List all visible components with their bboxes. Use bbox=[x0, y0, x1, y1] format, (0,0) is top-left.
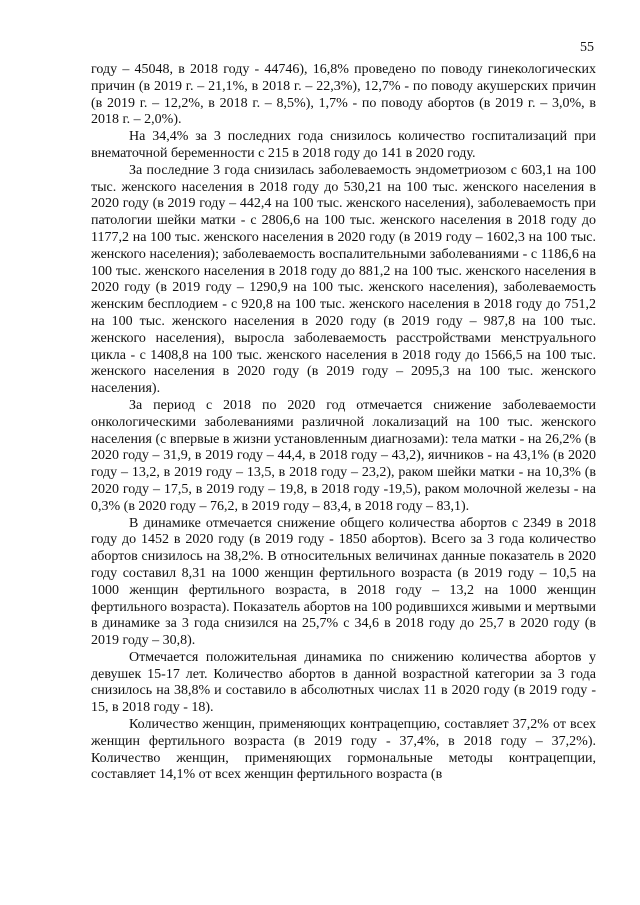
document-body bbox=[91, 62, 596, 784]
paragraph-teen-abortions: Отмечается положительная динамика по снижению количества абортов у девушек 15-17 лет. Количество абортов в данной возрастной категории за 3 года снизилось на 38,8% и составило в абсолютных числах 11 в 2020 году (в 2019 году - 15, в 2018 году - 18). bbox=[91, 649, 596, 716]
paragraph-contraception: Количество женщин, применяющих контрацепцию, составляет 37,2% от всех женщин фертильного возраста (в 2019 году - 37,4%, в 2018 году – 37,2%). Количество женщин, применяющих гормональные методы контрацепции, составляет 14,1% от всех женщин фертильного возраста (в bbox=[91, 717, 596, 783]
paragraph-oncology-morbidity: За период с 2018 по 2020 год отмечается снижение заболеваемости онкологическими заболеваниями различной локализаций на 100 тыс. женского населения (с впервые в жизни установленным диагнозами): тела матки - на 26,2% (в 2020 году – 31,9, в 2019 году – 44,4, в 2018 году – 43,2), яичников - на 43,1% (в 2020 году – 13,2, в 2019 году – 13,5, в 2018 году – 23,2), раком шейки матки - на 10,3% (в 2020 году – 17,5, в 2019 году – 19,8, в 2018 году -19,5), раком молочной железы - на 0,3% (в 2020 году – 76,2, в 2019 году – 83,4, в 2018 году – 83,1). bbox=[91, 397, 596, 514]
paragraph-abortion-dynamics: В динамике отмечается снижение общего количества абортов с 2349 в 2018 году до 1452 в 2020 году (в 2019 году - 1850 абортов). Всего за 3 года количество абортов снизилось на 38,2%. В относительных величинах данные показатель в 2020 году составил 8,31 на 1000 женщин фертильного возраста (в 2019 году – 10,5 на 1000 женщин фертильного возраста, в 2018 году – 13,2 на 1000 женщин фертильного возраста). Показатель абортов на 100 родившихся живыми и мертвыми в динамике за 3 года снизился на 25,7% с 34,6 в 2018 году до 25,7 в 2020 году (в 2019 году – 30,8). bbox=[91, 515, 596, 649]
paragraph-ectopic-pregnancy: На 34,4% за 3 последних года снизилось количество госпитализаций при внематочной беременности с 215 в 2018 году до 141 в 2020 году. bbox=[91, 129, 596, 161]
paragraph-gynecological-morbidity: За последние 3 года снизилась заболеваемость эндометриозом с 603,1 на 100 тыс. женского населения в 2018 году до 530,21 на 100 тыс. женского населения в 2020 году (в 2019 году – 442,4 на 100 тыс. женского населения), заболеваемость при патологии шейки матки - с 2806,6 на 100 тыс. женского населения в 2018 году до 1177,2 на 100 тыс. женского населения в 2020 году (в 2019 году – 1602,3 на 100 тыс. женского населения); заболеваемость воспалительными заболеваниями - с 1186,6 на 100 тыс. женского населения в 2018 году до 881,2 на 100 тыс. женского населения в 2020 году (в 2019 году – 1290,9 на 100 тыс. женского населения), заболеваемость женским бесплодием - с 920,8 на 100 тыс. женского населения в 2018 году до 751,2 на 100 тыс. женского населения в 2020 году (в 2019 году – 987,8 на 100 тыс. женского населения), выросла заболеваемость расстройствами менструального цикла - с 1408,8 на 100 тыс. женского населения в 2018 году до 1566,5 на 100 тыс. женского населения в 2020 году (в 2019 году – 2095,3 на 100 тыс. женского населения). bbox=[91, 162, 596, 397]
page-number: 55 bbox=[580, 40, 594, 55]
paragraph-hospitalization-causes: году – 45048, в 2018 году - 44746), 16,8% проведено по поводу гинекологических причин (в 2019 г. – 21,1%, в 2018 г. – 22,3%), 12,7% - по поводу акушерских причин (в 2019 г. – 12,2%, в 2018 г. – 8,5%), 1,7% - по поводу абортов (в 2019 г. – 3,0%, в 2018 г. – 2,0%). bbox=[91, 62, 596, 128]
